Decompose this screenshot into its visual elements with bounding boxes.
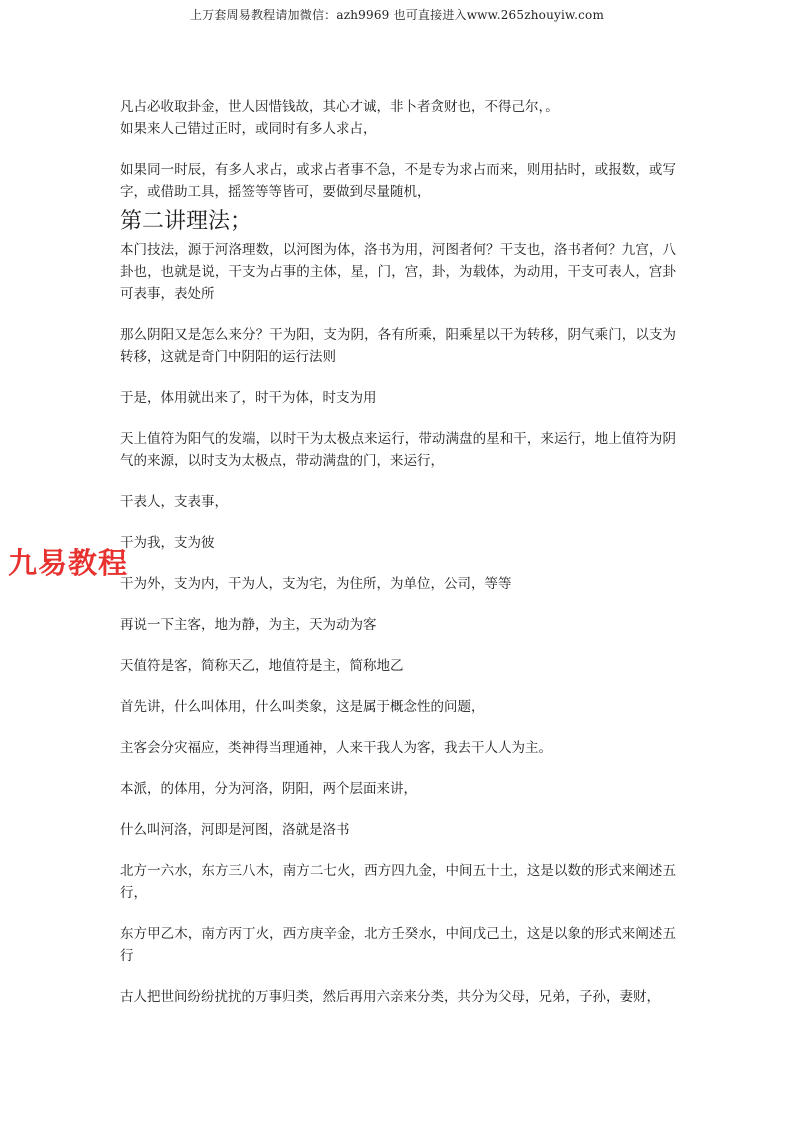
paragraph-17: 北方一六水，东方三八木，南方二七火，西方四九金，中间五十土，这是以数的形式来阐述五行， bbox=[120, 863, 676, 901]
paragraph-9: 干为我，支为彼 bbox=[120, 535, 215, 551]
paragraph-5: 那么阴阳又是怎么来分？干为阳，支为阴，各有所乘，阳乘星以干为转移，阴气乘门，以支为转移，这就是奇门中阴阳的运行法则 bbox=[120, 327, 676, 365]
paragraph-1: 凡占必收取卦金，世人因惜钱故，其心才诚，非卜者贪财也，不得己尔，。 bbox=[120, 99, 559, 115]
paragraph-3: 如果同一时辰，有多人求占，或求占者事不急，不是专为求占而来，则用拈时，或报数，或写字，或借助工具，摇签等等皆可，要做到尽量随机， bbox=[120, 162, 676, 200]
page-header-ad: 上万套周易教程请加微信：azh9969 也可直接进入www.265zhouyiw.com bbox=[189, 8, 605, 22]
paragraph-13: 首先讲，什么叫体用，什么叫类象，这是属于概念性的问题， bbox=[120, 699, 485, 715]
paragraph-16: 什么叫河洛，河即是河图，洛就是洛书 bbox=[120, 822, 350, 838]
paragraph-12: 天值符是客，简称天乙，地值符是主，简称地乙 bbox=[120, 658, 404, 674]
paragraph-8: 干表人，支表事， bbox=[120, 494, 228, 510]
paragraph-10: 干为外，支为内，干为人，支为宅，为住所，为单位，公司，等等 bbox=[120, 576, 512, 592]
paragraph-19: 古人把世间纷纷扰扰的万事归类，然后再用六亲来分类，共分为父母，兄弟，子孙，妻财， bbox=[120, 989, 660, 1005]
paragraph-15: 本派，的体用，分为河洛，阴阳，两个层面来讲， bbox=[120, 781, 417, 797]
paragraph-2: 如果来人己错过正时，或同时有多人求占， bbox=[120, 121, 377, 137]
paragraph-14: 主客会分灾福应，类神得当理通神，人来干我人为客，我去干人人为主。 bbox=[120, 740, 552, 756]
paragraph-4: 本门技法，源于河洛理数，以河图为体，洛书为用，河图者何？干支也，洛书者何？九宫，八卦也，也就是说，干支为占事的主体，星，门，宫，卦，为载体，为动用，干支可表人，宫卦可表事，表处所 bbox=[120, 242, 676, 302]
section-heading: 第二讲理法； bbox=[120, 209, 253, 234]
paragraph-7: 天上值符为阳气的发端，以时干为太极点来运行，带动满盘的星和干，来运行，地上值符为阴气的来源，以时支为太极点，带动满盘的门，来运行， bbox=[120, 431, 676, 469]
paragraph-6: 于是，体用就出来了，时干为体，时支为用 bbox=[120, 390, 377, 406]
document-body bbox=[120, 96, 676, 1008]
paragraph-18: 东方甲乙木，南方丙丁火，西方庚辛金，北方壬癸水，中间戊己土，这是以象的形式来阐述五行 bbox=[120, 926, 676, 964]
watermark-logo: 九易教程 bbox=[8, 546, 129, 580]
paragraph-11: 再说一下主客，地为静，为主，天为动为客 bbox=[120, 617, 377, 633]
